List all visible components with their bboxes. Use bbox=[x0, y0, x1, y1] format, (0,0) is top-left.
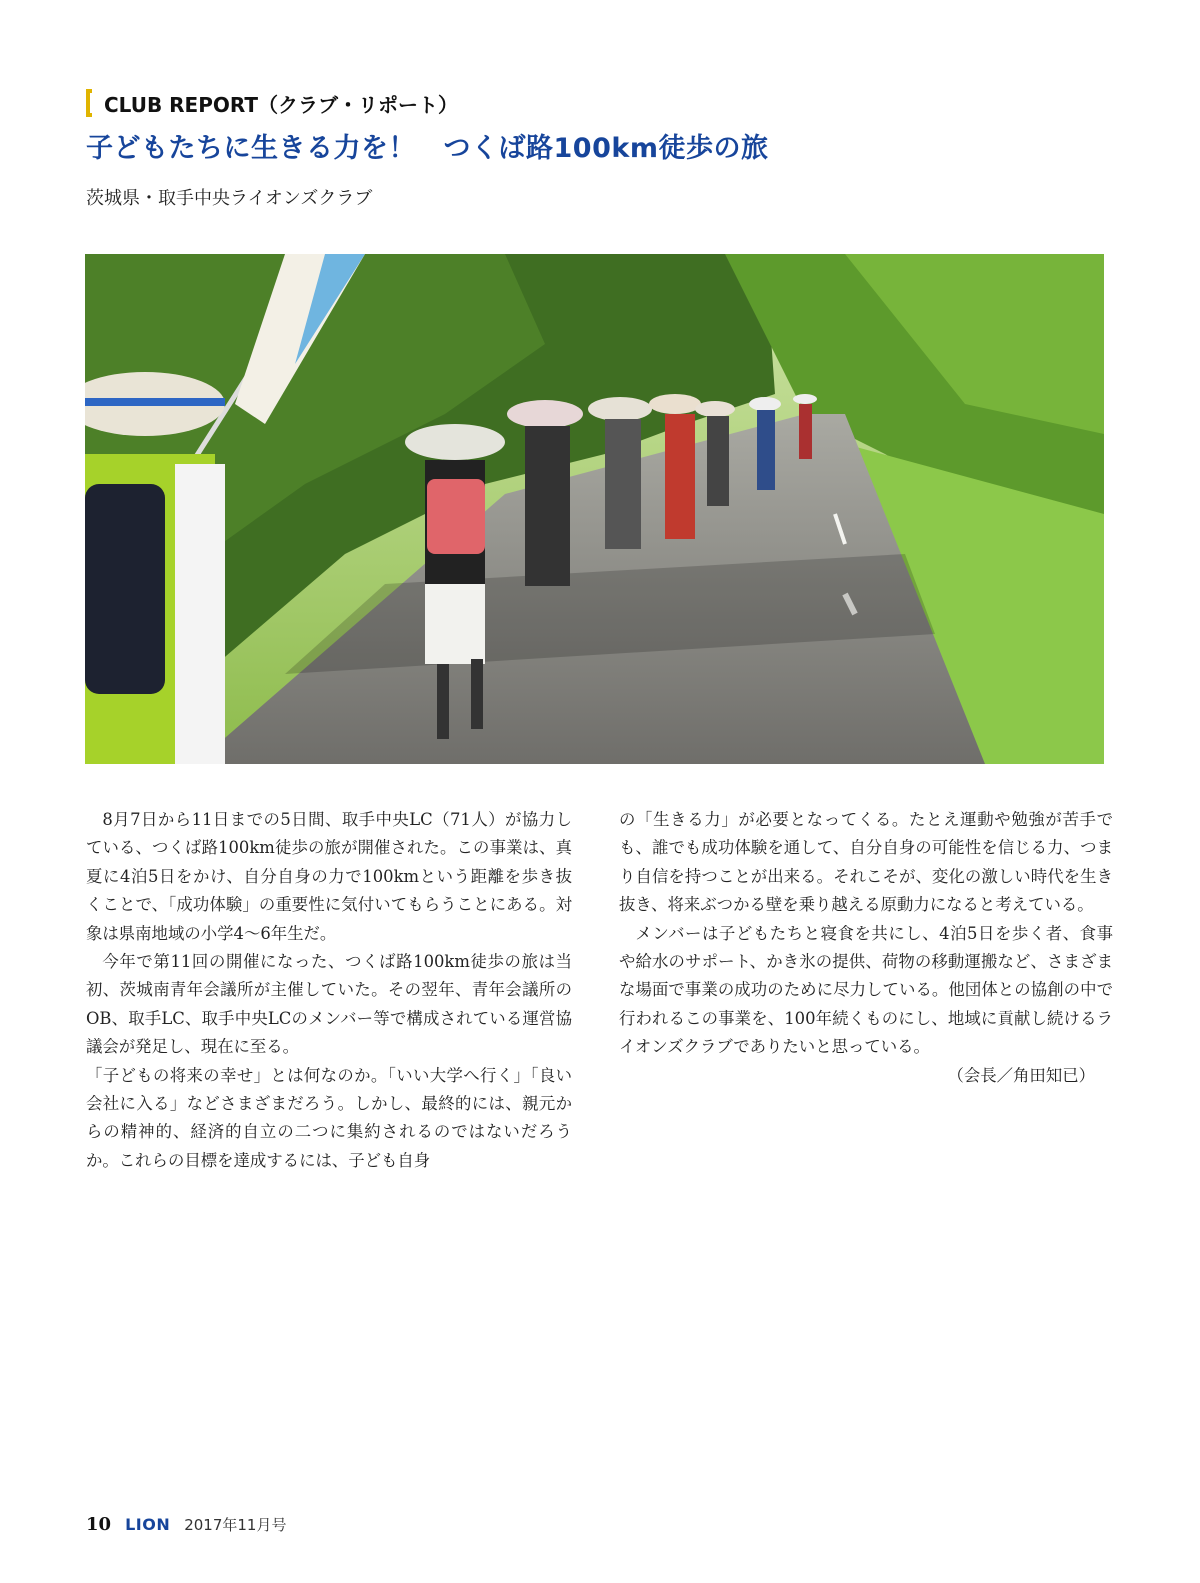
section-label-text: CLUB REPORT（クラブ・リポート） bbox=[104, 92, 459, 117]
paragraph: 「子どもの将来の幸せ」とは何なのか。「いい大学へ行く」「良い会社に入る」などさまざまだろう。しかし、最終的には、親元からの精神的、経済的自立の二つに集約されるのではないだろうか。これらの目標を達成するには、子ども自身 bbox=[86, 1065, 572, 1170]
section-label bbox=[86, 88, 458, 118]
page-number: 10 bbox=[86, 1514, 112, 1535]
paragraph: 8月7日から11日までの5日間、取手中央LC（71人）が協力している、つくば路100km徒歩の旅が開催された。この事業は、真夏に4泊5日をかけ、自分自身の力で100kmという距離を歩き抜くことで、「成功体験」の重要性に気付いてもらうことにある。対象は県南地域の小学4～6年生だ。 bbox=[86, 810, 572, 943]
issue-date: 2017年11月号 bbox=[184, 1516, 287, 1534]
body-column-right bbox=[619, 806, 1113, 1090]
article-title: 子どもたちに生きる力を！ つくば路100km徒歩の旅 bbox=[86, 133, 769, 164]
article-subtitle: 茨城県・取手中央ライオンズクラブ bbox=[86, 188, 373, 209]
paragraph: メンバーは子どもたちと寝食を共にし、4泊5日を歩く者、食事や給水のサポート、かき氷の提供、荷物の移動運搬など、さまざまな場面で事業の成功のために尽力している。他団体との協創の中で行われるこの事業を、100年続くものにし、地域に貢献し続けるライオンズクラブでありたいと思っている。 bbox=[619, 923, 1113, 1057]
section-bracket bbox=[86, 89, 92, 117]
page-footer bbox=[86, 1514, 286, 1535]
walkers-on-path-illustration bbox=[85, 254, 1104, 764]
magazine-name: LION bbox=[125, 1515, 171, 1534]
author-signature: （会長／角田知已） bbox=[947, 1065, 1095, 1085]
article-photo bbox=[85, 254, 1104, 764]
body-column-left bbox=[86, 806, 572, 1175]
paragraph: 今年で第11回の開催になった、つくば路100km徒歩の旅は当初、茨城南青年会議所が主催していた。その翌年、青年会議所のOB、取手LC、取手中央LCのメンバー等で構成されている運営協議会が発足し、現在に至る。 bbox=[86, 952, 572, 1057]
paragraph: の「生きる力」が必要となってくる。たとえ運動や勉強が苦手でも、誰でも成功体験を通して、自分自身の可能性を信じる力、つまり自信を持つことが出来る。それこそが、変化の激しい時代を生き抜き、将来ぶつかる壁を乗り越える原動力になると考えている。 bbox=[619, 810, 1113, 915]
